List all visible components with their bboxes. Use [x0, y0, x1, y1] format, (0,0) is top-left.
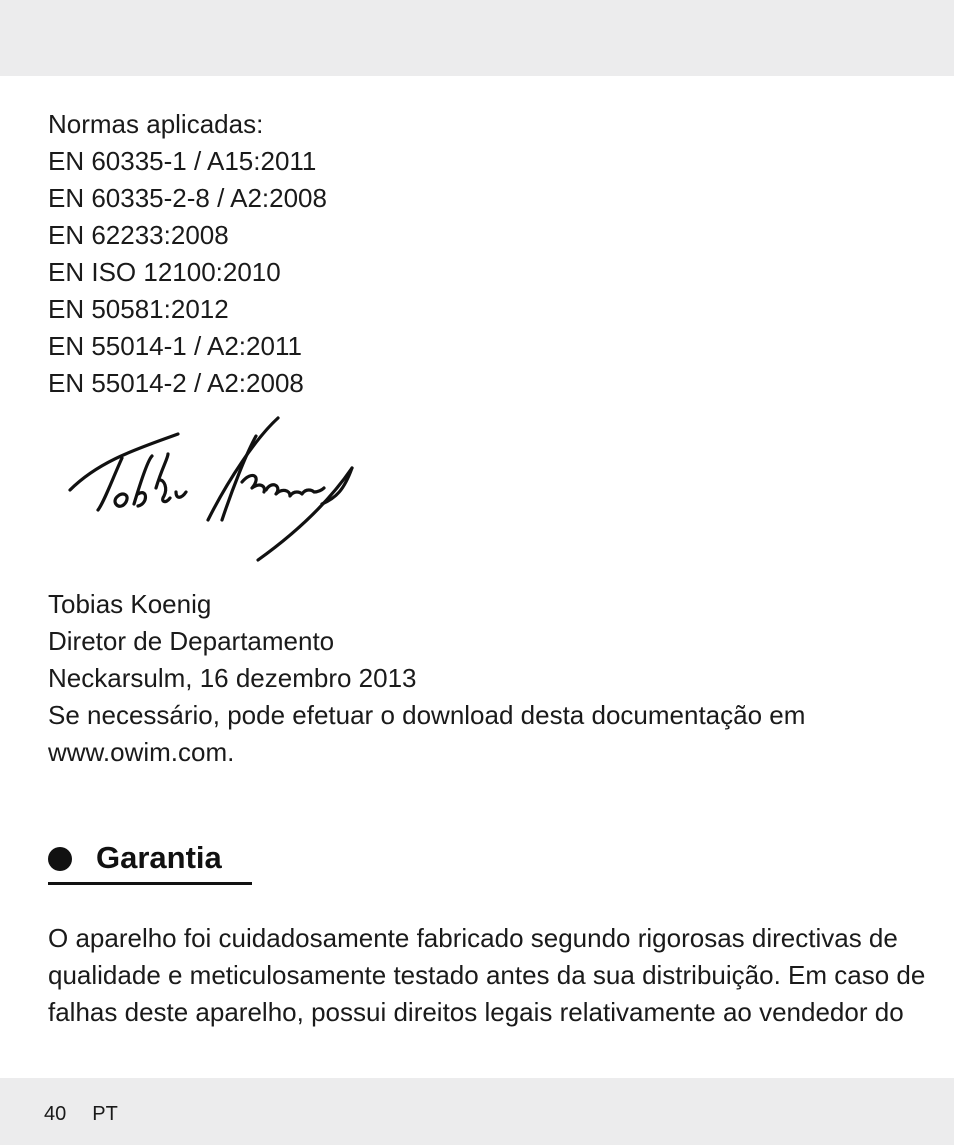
standard-item: EN 50581:2012	[48, 294, 229, 324]
warranty-paragraph	[48, 920, 926, 1031]
standard-item: EN 55014-2 / A2:2008	[48, 368, 304, 398]
signer-block	[48, 586, 805, 771]
signer-name: Tobias Koenig	[48, 589, 212, 619]
applied-standards-block	[48, 106, 327, 402]
standard-item: EN ISO 12100:2010	[48, 257, 281, 287]
standard-item: EN 60335-1 / A15:2011	[48, 146, 317, 176]
download-url[interactable]: www.owim.com.	[48, 737, 235, 767]
header-band	[0, 0, 954, 76]
paragraph-line: O aparelho foi cuidadosamente fabricado segundo rigorosas directivas de	[48, 923, 898, 953]
section-title-garantia	[48, 838, 222, 880]
section-heading: Garantia	[96, 840, 222, 875]
standard-item: EN 55014-1 / A2:2011	[48, 331, 302, 361]
signer-place-date: Neckarsulm, 16 dezembro 2013	[48, 663, 417, 693]
standard-item: EN 60335-2-8 / A2:2008	[48, 183, 327, 213]
handwritten-signature	[60, 410, 380, 570]
standards-heading: Normas aplicadas:	[48, 109, 264, 139]
paragraph-line: falhas deste aparelho, possui direitos legais relativamente ao vendedor do	[48, 997, 904, 1027]
page-number: 40	[44, 1103, 67, 1125]
footer-band	[0, 1078, 954, 1145]
paragraph-line: qualidade e meticulosamente testado antes da sua distribuição. Em caso de	[48, 960, 926, 990]
language-code: PT	[92, 1103, 118, 1125]
download-note: Se necessário, pode efetuar o download desta documentação em	[48, 700, 806, 730]
standard-item: EN 62233:2008	[48, 220, 229, 250]
heading-underline	[48, 882, 252, 885]
page-footer	[44, 1100, 118, 1128]
signer-title: Diretor de Departamento	[48, 626, 335, 656]
bullet-icon	[48, 847, 72, 871]
